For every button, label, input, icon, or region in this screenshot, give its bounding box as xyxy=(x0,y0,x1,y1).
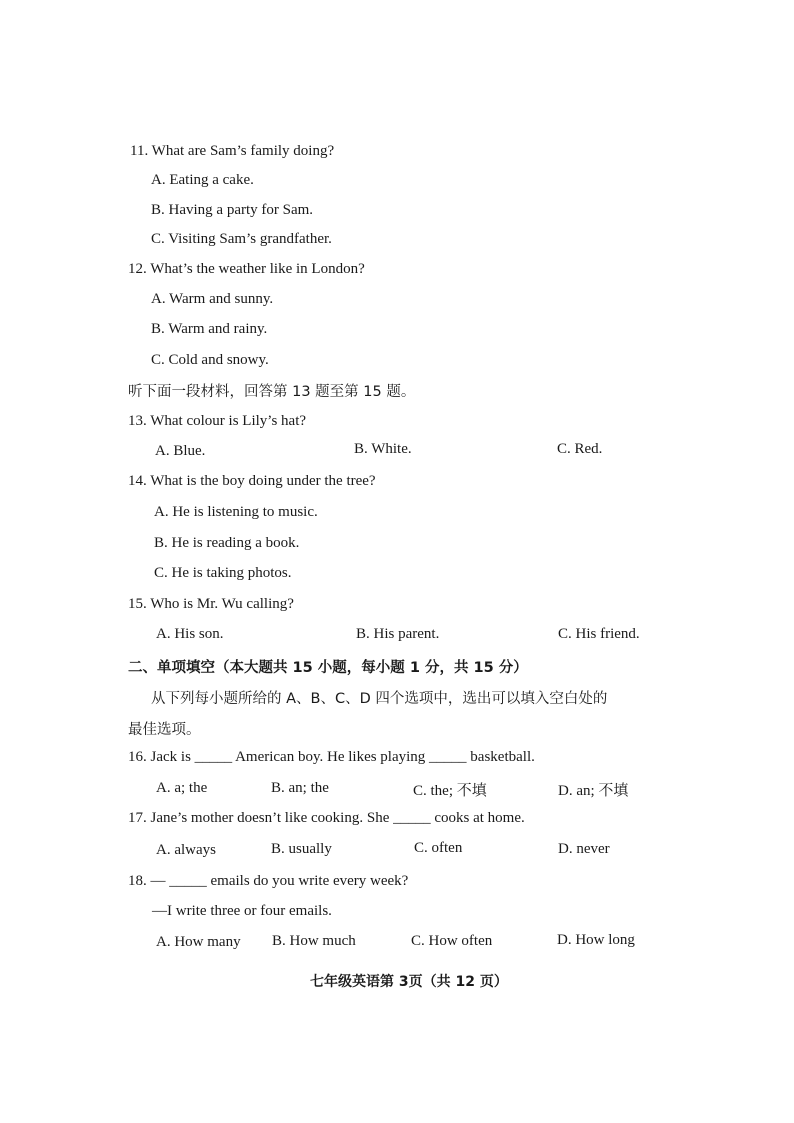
q18-option-c: C. How often xyxy=(411,933,493,949)
q17-option-a: A. always xyxy=(156,842,216,858)
question-13: 13. What colour is Lily’s hat? xyxy=(128,413,307,429)
q12-option-b: B. Warm and rainy. xyxy=(151,321,268,337)
q11-option-b: B. Having a party for Sam. xyxy=(151,202,314,218)
question-18: 18. — _____ emails do you write every week? xyxy=(128,873,409,889)
section-2-instruction-line2: 最佳选项。 xyxy=(128,722,201,738)
q12-option-a: A. Warm and sunny. xyxy=(151,291,274,307)
q15-option-b: B. His parent. xyxy=(356,626,440,642)
q13-option-b: B. White. xyxy=(354,441,412,457)
q18-option-b: B. How much xyxy=(272,933,356,949)
q18-option-d: D. How long xyxy=(557,932,635,948)
page-footer: 七年级英语第 3页（共 12 页） xyxy=(310,974,508,990)
question-16: 16. Jack is _____ American boy. He likes playing _____ basketball. xyxy=(128,749,535,765)
q18-option-a: A. How many xyxy=(156,934,241,950)
q14-option-a: A. He is listening to music. xyxy=(154,504,318,520)
q14-option-b: B. He is reading a book. xyxy=(154,535,300,551)
q15-option-a: A. His son. xyxy=(156,626,224,642)
listening-instruction: 听下面一段材料，回答第 13 题至第 15 题。 xyxy=(128,384,416,400)
q16-option-c: C. the; 不填 xyxy=(413,783,487,799)
q11-option-a: A. Eating a cake. xyxy=(151,172,254,188)
q13-option-c: C. Red. xyxy=(557,441,603,457)
question-12: 12. What’s the weather like in London? xyxy=(128,261,365,277)
q11-option-c: C. Visiting Sam’s grandfather. xyxy=(151,231,332,247)
question-17: 17. Jane’s mother doesn’t like cooking. She _____ cooks at home. xyxy=(128,810,525,826)
q12-option-c: C. Cold and snowy. xyxy=(151,352,269,368)
q17-option-c: C. often xyxy=(414,840,463,856)
q17-option-b: B. usually xyxy=(271,841,332,857)
q15-option-c: C. His friend. xyxy=(558,626,640,642)
q18-answer-line: —I write three or four emails. xyxy=(152,903,332,919)
q16-option-d: D. an; 不填 xyxy=(558,783,629,799)
q17-option-d: D. never xyxy=(558,841,610,857)
section-2-instruction-line1: 从下列每小题所给的 A、B、C、D 四个选项中，选出可以填入空白处的 xyxy=(151,691,608,707)
q13-option-a: A. Blue. xyxy=(155,443,206,459)
question-15: 15. Who is Mr. Wu calling? xyxy=(128,596,294,612)
section-2-title: 二、单项填空（本大题共 15 小题，每小题 1 分，共 15 分） xyxy=(128,660,528,676)
q14-option-c: C. He is taking photos. xyxy=(154,565,292,581)
q16-option-a: A. a; the xyxy=(156,780,208,796)
q16-option-b: B. an; the xyxy=(271,780,329,796)
question-14: 14. What is the boy doing under the tree? xyxy=(128,473,376,489)
question-11: 11. What are Sam’s family doing? xyxy=(130,143,335,159)
